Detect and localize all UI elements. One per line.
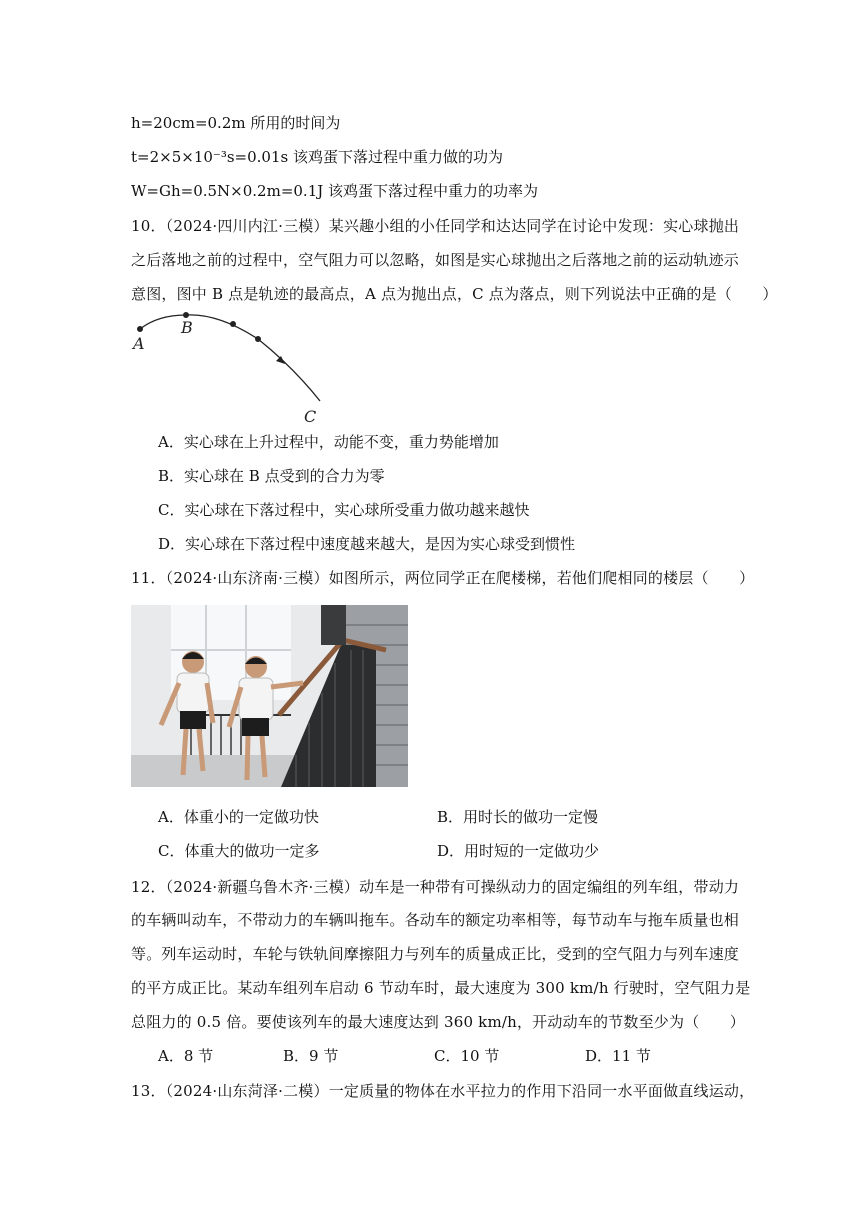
worked-line-2: t=2×5×10⁻³s=0.01s 该鸡蛋下落过程中重力做的功为 bbox=[131, 148, 503, 166]
label-a: A bbox=[133, 334, 145, 353]
label-b: B bbox=[181, 318, 193, 337]
worked-line-1: h=20cm=0.2m 所用的时间为 bbox=[131, 114, 341, 132]
point-a bbox=[137, 326, 143, 332]
q10-option-b: B．实心球在 B 点受到的合力为零 bbox=[158, 467, 385, 485]
stairs-photo bbox=[131, 605, 408, 787]
q12-stem-3: 等。列车运动时，车轮与铁轨间摩擦阻力与列车的质量成正比，受到的空气阻力与列车速度 bbox=[131, 945, 740, 963]
q11-option-b: B．用时长的做功一定慢 bbox=[437, 808, 599, 826]
q11-option-d: D．用时短的一定做功少 bbox=[437, 842, 600, 860]
q12-option-a: A．8 节 bbox=[158, 1047, 214, 1065]
q12-stem-2: 的车辆叫动车，不带动力的车辆叫拖车。各动车的额定功率相等，每节动车与拖车质量也相 bbox=[131, 911, 740, 929]
q11-stem: 11．（2024·山东济南·三模）如图所示，两位同学正在爬楼梯，若他们爬相同的楼层（ ） bbox=[131, 569, 755, 587]
q11-option-c: C．体重大的做功一定多 bbox=[158, 842, 320, 860]
q12-option-b: B．9 节 bbox=[283, 1047, 339, 1065]
trajectory-curve bbox=[140, 315, 320, 401]
stairs-photo-image bbox=[131, 605, 408, 787]
trajectory-dot bbox=[230, 321, 236, 327]
q10-option-c: C．实心球在下落过程中，实心球所受重力做功越来越快 bbox=[158, 501, 530, 519]
q12-option-c: C．10 节 bbox=[434, 1047, 500, 1065]
trajectory-figure bbox=[128, 305, 328, 430]
trajectory-dot bbox=[255, 336, 261, 342]
q12-stem-5: 总阻力的 0.5 倍。要使该列车的最大速度达到 360 km/h，开动动车的节数至少为（ ） bbox=[131, 1013, 745, 1031]
q10-stem-1: 10．（2024·四川内江·三模）某兴趣小组的小任同学和达达同学在讨论中发现：实心球抛出 bbox=[131, 217, 740, 235]
worked-line-3: W=Gh=0.5N×0.2m=0.1J 该鸡蛋下落过程中重力的功率为 bbox=[131, 182, 539, 200]
q12-option-d: D．11 节 bbox=[585, 1047, 651, 1065]
q11-option-a: A．体重小的一定做功快 bbox=[158, 808, 319, 826]
q10-option-d: D．实心球在下落过程中速度越来越大，是因为实心球受到惯性 bbox=[158, 535, 576, 553]
q12-stem-4: 的平方成正比。某动车组列车启动 6 节动车时，最大速度为 300 km/h 行驶时，空气阻力是 bbox=[131, 979, 751, 997]
label-c: C bbox=[304, 407, 317, 426]
q10-stem-3: 意图，图中 B 点是轨迹的最高点，A 点为抛出点，C 点为落点，则下列说法中正确的是（ ） bbox=[131, 285, 778, 303]
q12-stem-1: 12．（2024·新疆乌鲁木齐·三模）动车是一种带有可操纵动力的固定编组的列车组，带动力 bbox=[131, 878, 740, 896]
q10-stem-2: 之后落地之前的过程中，空气阻力可以忽略，如图是实心球抛出之后落地之前的运动轨迹示 bbox=[131, 251, 740, 269]
q10-option-a: A．实心球在上升过程中，动能不变，重力势能增加 bbox=[158, 433, 499, 451]
q13-stem-1: 13．（2024·山东菏泽·二模）一定质量的物体在水平拉力的作用下沿同一水平面做直线运动， bbox=[131, 1082, 755, 1100]
direction-arrow-icon bbox=[276, 356, 285, 364]
